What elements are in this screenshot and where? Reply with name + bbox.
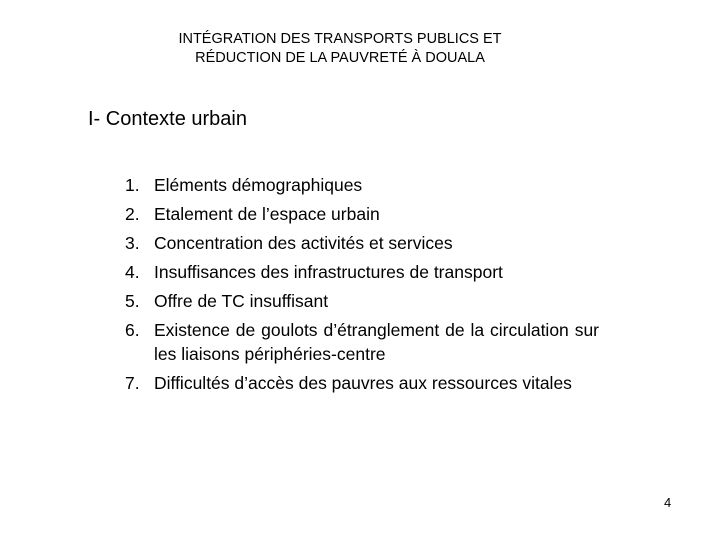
list-item-text: Etalement de l’espace urbain (154, 204, 380, 224)
list-item (125, 289, 599, 313)
list-item-text: Difficultés d’accès des pauvres aux ressources vitales (154, 373, 572, 393)
list-item-number: 1. (125, 175, 140, 195)
list-item (125, 231, 599, 255)
list-item-number: 7. (125, 373, 140, 393)
list-item (125, 318, 599, 366)
list-item-number: 4. (125, 262, 140, 282)
list-item (125, 173, 599, 197)
list-item-number: 3. (125, 233, 140, 253)
list-item (125, 371, 599, 395)
header-line-1: INTÉGRATION DES TRANSPORTS PUBLICS ET (178, 31, 502, 47)
list-item-text: Insuffisances des infrastructures de transport (154, 262, 503, 282)
list-item-number: 5. (125, 291, 140, 311)
list-item-text: Concentration des activités et services (154, 233, 453, 253)
list-item-number: 6. (125, 320, 140, 340)
header-line-2: RÉDUCTION DE LA PAUVRETÉ À DOUALA (195, 50, 485, 66)
numbered-list (125, 173, 599, 400)
page-number: 4 (664, 495, 672, 510)
list-item (125, 260, 599, 284)
section-title: I- Contexte urbain (88, 108, 247, 130)
list-item-text: Eléments démographiques (154, 175, 363, 195)
document-header (100, 30, 580, 68)
list-item (125, 202, 599, 226)
list-item-text: Existence de goulots d’étranglement de la circulation sur les liaisons périphéries-centre (154, 320, 599, 364)
list-item-text: Offre de TC insuffisant (154, 291, 329, 311)
list-item-number: 2. (125, 204, 140, 224)
